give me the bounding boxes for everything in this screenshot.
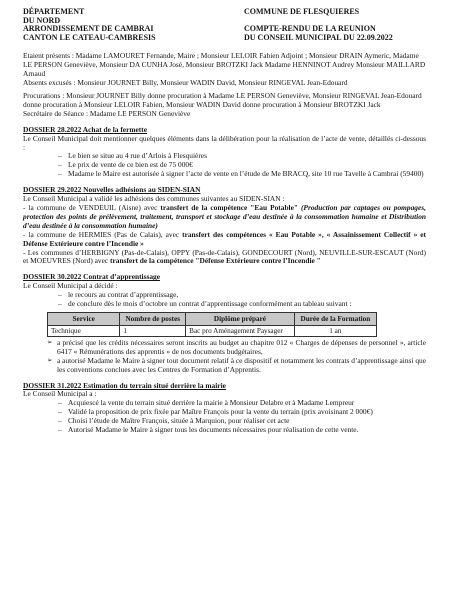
section-number-30: DOSSIER 30.2022	[23, 272, 82, 282]
section-number-29: DOSSIER 29.2022	[23, 185, 82, 195]
table-header: Durée de la Formation	[294, 312, 376, 325]
adhesion-vendeuil-detail: (Production par captages ou pompages, protection des points de prélèvement, traitement, transport et stockage d’eau destinée à la consommation humaine et Distribution d’eau destinée à la consommation humaine)	[23, 202, 426, 230]
list-item: – Acquiescé la vente du terrain situé derrière la mairie à Monsieur Delabre et à Madame Lempreur	[58, 399, 426, 408]
list-item: – Le bien se situe au 4 rue d’Arlois à Flesquières	[58, 152, 426, 161]
table-cell: Technique	[48, 325, 120, 336]
adhesion-vendeuil-lead: - la commune de VENDEUIL (Aisne) avec	[23, 202, 161, 212]
header-right	[244, 8, 426, 42]
section-number-31: DOSSIER 31.2022	[23, 380, 82, 390]
section-list-28	[23, 152, 426, 179]
header-left	[23, 8, 238, 42]
attendance-presents: Etaient présents : Madame LAMOURET Fernande, Maire ; Monsieur LELOIR Fabien Adjoint ; Monsieur DRAIN Aymeric, Madame LE PERSON Geneviève, Monsieur DA CUNHA José, Monsieur BROTZKI Jack Madame HENNINOT Audrey Monsieur MAILLARD Arnaud	[23, 51, 426, 79]
table-header: Diplôme préparé	[186, 312, 295, 325]
section-list-30	[23, 291, 426, 309]
section-heading-28: Achat de la fermette	[81, 124, 147, 134]
list-item: – Choisi l’étude de Maître François, située à Marquion, pour réaliser cet acte	[58, 417, 426, 426]
adhesion-communes-lead: - Les communes d’HERBIGNY (Pas-de-Calais), OPPY (Pas-de-Calais), GONDECOURT (Nord), NEUVILLE-SUR-ESCAUT (Nord) et MOEUVRES (Nord) avec	[23, 247, 426, 266]
list-item: – le recours au contrat d’apprentissage,	[58, 291, 426, 300]
list-item: ➢ a autorisé Madame le Maire à signer tout document relatif à ce dispositif et notamment les contrats d’apprentissage ainsi que les conventions conclues avec les Centres de Formation d’Apprentis.	[47, 357, 426, 375]
section-heading-29: Nouvelles adhésions au SIDEN-SIAN	[81, 185, 201, 195]
report-title: COMPTE-RENDU DE LA REUNION	[244, 24, 376, 34]
adhesion-hermies-competences: transfert des compétences « Eau Potable », « Assainissement Collectif » et Défense Extérieure contre l’Incendie »	[23, 229, 426, 248]
adhesion-vendeuil-competence: transfert de la compétence "Eau Potable"	[160, 202, 298, 212]
section-heading-31: Estimation du terrain situé derrière la mairie	[81, 380, 226, 390]
apprenticeship-table	[47, 312, 377, 337]
list-item: – Madame le Maire est autorisée à signer l’acte de vente en l’étude de Me BRACQ, site 10 rue Tavelle à Cambrai (59400)	[58, 170, 426, 179]
list-item: ➢ a précisé que les crédits nécessaires seront inscrits au budget au chapitre 012 « Charges de dépenses de personnel », article 6417 « Rémunérations des apprentis » de nos documents budgétaires,	[47, 339, 426, 357]
canton-label: CANTON LE CATEAU-CAMBRESIS	[23, 32, 156, 42]
list-item: – de conclure dès le mois d’octobre un contrat d’apprentissage conformément au tableau suivant :	[58, 300, 426, 309]
adhesion-communes-competence: transfert de la compétence "Défense Extérieure contre l’Incendie "	[110, 256, 321, 266]
section-heading-30: Contrat d’apprentissage	[81, 272, 161, 282]
section-intro-31: Le Conseil Municipal a :	[23, 389, 97, 399]
department-label: DÉPARTEMENT	[23, 7, 85, 16]
section-intro-30: Le Conseil Municipal a décidé :	[23, 281, 118, 291]
section-intro-29: Le Conseil Municipal a validé les adhésions des communes suivantes au SIDEN-SIAN :	[23, 194, 285, 204]
adhesion-hermies	[23, 231, 426, 249]
table-cell: 1	[120, 325, 186, 336]
section-after-list-30	[23, 339, 426, 375]
department-name: DU NORD	[23, 15, 61, 25]
table-header: Nombre de postes	[120, 312, 186, 325]
arrondissement-label: ARRONDISSEMENT DE CAMBRAI	[23, 24, 154, 34]
adhesion-communes	[23, 249, 426, 267]
adhesion-vendeuil	[23, 204, 426, 231]
attendance-absents: Absents excusés : Monsieur JOURNET Billy, Monsieur WADIN David, Monsieur RINGEVAL Jean-Edouard	[23, 78, 348, 88]
table-cell: Bac pro Aménagement Paysager	[186, 325, 295, 336]
attendance-procurations: Procurations : Monsieur JOURNET Billy donne procuration à Madame LE PERSON Geneviève, Monsieur RINGEVAL Jean-Edouard donne procuration à Monsieur LELOIR Fabien, Monsieur WADIN David donne procuration à Monsieur BROTZKI Jack	[23, 91, 422, 109]
section-number-28: DOSSIER 28.2022	[23, 124, 82, 134]
adhesion-hermies-lead: - la commune de HERMIES (Pas de Calais), avec	[23, 229, 183, 239]
report-subtitle: DU CONSEIL MUNICIPAL DU 22.09.2022	[244, 32, 393, 42]
section-intro-28: Le Conseil Municipal doit mentionner quelques éléments dans la délibération pour la réalisation de l’acte de vente, détaillés ci-dessous :	[23, 133, 426, 152]
table-cell: 1 an	[294, 325, 376, 336]
section-list-31	[23, 399, 426, 435]
table-header-row	[48, 312, 377, 325]
list-item: – Validé la proposition de prix fixée par Maître François pour la vente du terrain (prix avoisinant 2 000€)	[58, 408, 426, 417]
list-item: – Autorisé Madame le Maire à signer tous les documents nécessaires pour réalisation de cette vente.	[58, 426, 426, 435]
document-header	[23, 8, 426, 42]
attendance-block	[23, 52, 426, 118]
commune-label: COMMUNE DE FLESQUIERES	[244, 7, 360, 16]
table-row	[48, 325, 377, 336]
list-item: – Le prix de vente de ce bien est de 75 000€	[58, 161, 426, 170]
table-header: Service	[48, 312, 120, 325]
attendance-secretary: Secrétaire de Séance : Madame LE PERSON Geneviève	[23, 108, 191, 118]
